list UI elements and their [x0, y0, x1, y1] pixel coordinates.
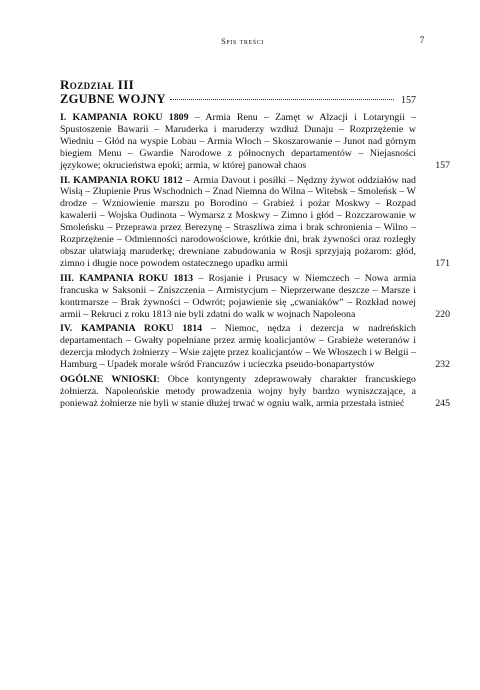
entry-title: II. KAMPANIA ROKU 1812 — [60, 174, 183, 186]
toc-entry-2[interactable] — [60, 174, 450, 270]
toc-entry-3[interactable] — [60, 272, 450, 321]
toc-entry-4[interactable] — [60, 323, 450, 371]
entry-title: I. KAMPANIA ROKU 1809 — [60, 112, 189, 123]
entry-page-number: 245 — [435, 397, 450, 409]
running-head — [60, 36, 425, 50]
dot-leader — [170, 98, 394, 100]
chapter-title: ZGUBNE WOJNY — [60, 92, 166, 106]
entry-page-number: 232 — [435, 359, 450, 371]
entry-title: OGÓLNE WNIOSKI — [60, 374, 157, 386]
chapter-page-number: 157 — [401, 95, 416, 106]
entry-body: : Obce kontyngenty zdeprawowały charakter francuskiego żołnierza. Napoleońskie metody prowadzenia wojny były bardzo wyniszczające, a ponieważ żołnierze nie byli w stanie dłużej trwać w ogniu walk, armia przestała istnieć — [60, 374, 416, 409]
entry-body: – Armia Renu – Zamęt w Alzacji i Lotaryngii – Spustoszenie Bawarii – Maruderka i maruderzy wzdłuż Dunaju – Rozprzężenie w Wiedniu – Głód na wyspie Lobau – Armia Włoch – Skoszarowanie – Junot nad górnym biegiem Menu – Gwardie Narodowe z północnych departamentów – Niejasności językowe; okrucieństwa epoki; armia, w której panował chaos — [60, 112, 416, 171]
running-head-page-number: 7 — [419, 36, 425, 46]
entry-page-number: 157 — [435, 159, 450, 171]
entry-title: IV. KAMPANIA ROKU 1814 — [60, 323, 203, 335]
table-of-contents — [60, 77, 450, 413]
entry-body: – Rosjanie i Prusacy w Niemczech – Nowa armia francuska w Saksonii – Zniszczenia – Armistycjum – Nieprzerwane deszcze – Marsze i kontrmarsze – Brak żywności – Odwrót; pojawienie się „cwaniaków” – Rozkład nowej armii – Rekruci z roku 1813 nie byli zdatni do walk w wojnach Napoleona — [60, 272, 416, 320]
chapter-label: Rozdział III — [60, 77, 135, 92]
toc-entry-5[interactable] — [60, 374, 450, 410]
running-head-title: Spis treści — [221, 36, 264, 46]
chapter-title-row[interactable] — [60, 92, 416, 108]
entry-title: III. KAMPANIA ROKU 1813 — [60, 272, 194, 284]
entry-body: – Armia Davout i posiłki – Nędzny żywot oddziałów nad Wisłą – Złupienie Prus Wschodnich – Znad Niemna do Wilna – Witebsk – Smoleńsk – W drodze – Wzniowienie marszu po Borodino – Grabież i pożar Moskwy – Rozpad kawalerii – Wojska Oudinota – Wymarsz z Moskwy – Zimno i głód – Rozczarowanie w Smoleńsku – Przeprawa przez Berezynę – Straszliwa zima i brak schronienia – Wilno – Rozprzężenie – Odmienności narodowościowe, krótkie dni, brak żywności oraz rozległy obszar ułatwiają maruderkę; drewniane zabudowania w Rosji sprzyjają pożarom: głód, zimno i długie noce powodem ostatecznego upadku armii — [60, 174, 416, 269]
entry-body: – Niemoc, nędza i dezercja w nadreńskich departamentach – Gwałty popełniane przez armię koalicjantów – Grabieże weteranów i dezercja młodych żołnierzy – Wsie zajęte przez koalicjantów – We Włoszech i w Belgii – Hamburg – Upadek morale wśród Francuzów i ucieczka pseudo-bonapartystów — [60, 323, 416, 371]
entry-page-number: 171 — [435, 257, 450, 269]
entry-page-number: 220 — [435, 308, 450, 320]
toc-entry-1[interactable] — [60, 112, 450, 172]
